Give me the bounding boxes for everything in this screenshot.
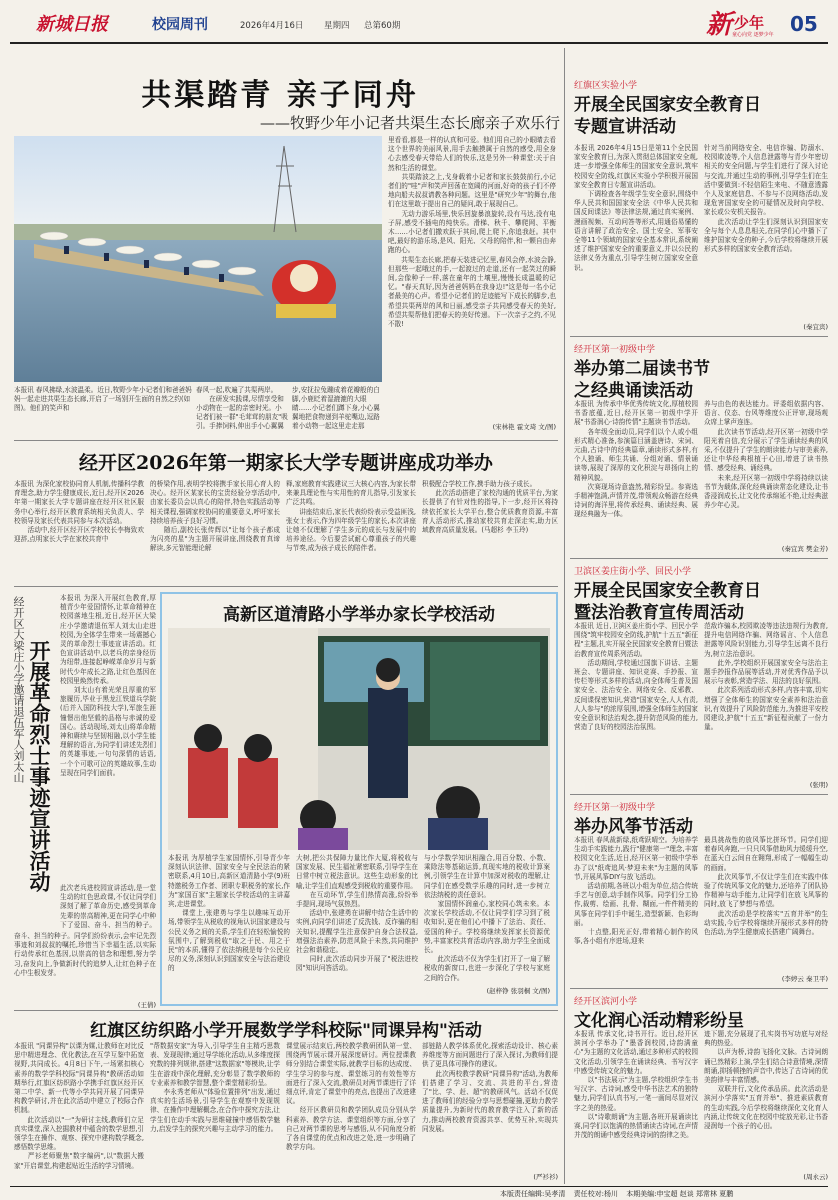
box-title: 高新区道清路小学举办家长学校活动 bbox=[223, 605, 495, 625]
footer-rule bbox=[10, 1186, 828, 1187]
lead-caption: 本报讯 春风拂绿,水波温柔。近日,牧野少年小记者们和爸爸妈妈一起走进共渠生态长廊,开启了一场别开生面的自然之约(如图)。他们的笑声和 bbox=[14, 386, 192, 412]
footer-editor: 本版责任编辑:吴孝清 bbox=[500, 1190, 566, 1198]
masthead-date: 2026年4月16日 bbox=[240, 21, 304, 31]
masthead bbox=[0, 0, 838, 42]
r2-col1: 本报讯 为传承中华优秀传统文化,厚植校园书香底蕴,近日,经开区第一初级中学开展"书香润心·诗韵传情"主题读书节活动。 各年级全面动员,同学们以个人或小组形式精心准备,参演篇目涵盖唐诗、宋词、元曲,古诗中的经典篇章,诵读形式多样,有个人独诵、师生共诵、分组对诵、情景诵读等,展现了深厚的文化积淀与昂扬向上的精神风貌。 次赛现场诗意盎然,精彩纷呈。参赛选手精神饱满,声情并茂,带领观众畅游在经典诗词的海洋里,将传承经典、诵读经典、展现经典融为一体。 bbox=[574, 400, 698, 519]
lead-col3: 步,安抚拉兔蹦成着花瓣般的白脚,小鹿眨着湿漉漉的大眼睛……小记者们蹲下身,小心翼翼地把食物递到羊驼嘴边,逗路着小动物一起这里走走那 bbox=[292, 386, 380, 430]
box-col1: 本报讯 为厚植学生家国情怀,引导青少年深刻认识法律、国家安全与全民法治的紧密联系,4月10日,高新区道清路小学(9)班特邀税务工作者、团职专职税务的家长,作为"家国百家"主题家长学校活动的主讲嘉宾,走进课堂。 课堂上,张建勇与学生以趣味互动开场,带领学生从税收的视角认识国家建设与公民义务之间的关系,学生们在轻松愉悦的氛围中,了解到税收"取之于民、用之于民"的本质,懂得了依法纳税是每个公民应尽的义务,深刻认识到国家安全与法治建设的 bbox=[168, 854, 290, 973]
lead-col2: 春风一起,吹遍了共渠两岸。 在研发实践课,尽情享受和小动物在一起的亲密时光。小记者们被一群"毛茸茸的朋友"吸引。手捧饲料,伸出手小心翼翼 bbox=[196, 386, 288, 430]
r-divider-4 bbox=[570, 988, 828, 989]
box-byline: (赵梓铮 张羽桐 文/图) bbox=[486, 987, 550, 995]
r1-kicker: 红旗区实验小学 bbox=[574, 81, 638, 91]
r1-title-l2: 专题宣讲活动 bbox=[574, 117, 676, 137]
r2-byline: (秦宜宾 樊金芳) bbox=[781, 545, 828, 553]
r5-title: 文化润心活动精彩纷呈 bbox=[574, 1011, 744, 1031]
r4-col2: 最具挑战性的放风筝比拼环节。同学们迎着春风奔跑,一只只风筝借助风力缓缓升空,在蓝天白云间自在翱翔,形成了一幅幅生动的画面。 此次风筝节,不仅让学生们在实践中体验了传统风筝文化的魅力,还培养了团队协作精神与动手能力,让同学们在放飞风筝的同时,放飞了梦想与希望。 此次活动是学校落实"五育并举"的生动实践,今后学校将继续开展形式多样的特色活动,为学生健康成长搭建广阔舞台。 bbox=[704, 836, 828, 937]
univ-col4: 积极配合学校工作,携手助力孩子成长。 此次活动搭建了家校沟通的优质平台,为家长提供了有针对性的指导,下一步,经开区将持续依托家长大学平台,整合优质教育资源,丰富育人活动形式,推动家校共育走深走实,助力区域教育高质量发展。(马超杉 李玉玲) bbox=[422, 480, 558, 535]
right-logo-slogan: 童心向党 逐梦少年 bbox=[732, 32, 774, 38]
r2-col2: 养与由色的表达能力。评委组依据内容、语言、仪态、台风等维度公正评审,现场观众席上掌声连连。 此次读书节活动,经开区第一初级中学阳光着自信,充分展示了学生诵读经典的风采,不仅提升了学生的朗读能力与审美素养,还让中华经典根植于心田,增进了读书热情、感受经典、诵经典。 未来,经开区第一初级中学将持续以读书节为载体,深化经典诵读常态化建设,让书香浸润成长,让文化传承绵延不绝,让经典滋养少年心灵。 bbox=[704, 400, 828, 510]
r5-kicker: 经开区滨河小学 bbox=[574, 997, 638, 1007]
r2-kicker: 经开区第一初级中学 bbox=[574, 345, 656, 355]
paper-logo: 新城日报 bbox=[36, 14, 108, 35]
r5-col2: 迹下题,充分展现了孔实岗书写功底与对经典的热爱。 以声为桥,诗韵飞扬化文脉。古诗词朗诵已然精彩上演,学生们结合诗意情境,深情朗诵,抑扬顿挫的声音中,传达了古诗词的优美韵律与丰富情感。 双联并行,文化传承品质。此次活动是滨河小学落实"五育并举"、推进素质教育的生动实践,今后学校将继续深化文化育人内涵,让传统文化在校园中绽放光彩,让书香浸润每一个孩子的心田。 bbox=[704, 1030, 828, 1131]
r-divider-3 bbox=[570, 794, 828, 795]
side-col2: 此次老兵进校园宣讲活动,是一堂生动的红色思政课,不仅让同学们深刻了解了革命历史,感受到革命先辈的崇高精神,更在同学心中种下了爱国、奋斗、担当的种子。 bbox=[60, 884, 156, 928]
lead-byline: (宋林艳 霍文琦 文/图) bbox=[492, 423, 556, 431]
riverside-boat-photo bbox=[14, 136, 382, 382]
r2-title-l2: 之经典诵读活动 bbox=[574, 381, 693, 401]
bottom-byline: (严衫衫) bbox=[533, 1173, 558, 1181]
box-col3: 与小学数学知识相融合,用百分数、小数、乘除法等基础运算,真现实地的税收计算案例,引领学生在计算中加深对税收的理解,让同学们在感受数学乐趣的同时,进一步树立依法纳税的责任意识。 家国情怀润童心,家校同心筑未来。本次家长学校活动,不仅让同学们学习到了税收知识,更在他们心中播下了法治、责任、爱国的种子。学校将继续发挥家长资源优势,丰富家校共育活动内容,助力学生全面成长。 此次活动不仅为学生们打开了一扇了解税收的新窗口,也进一步深化了学校与家庭之间的合作。 bbox=[424, 854, 550, 982]
side-kicker: 经开区大梁庄小学邀请退伍军人刘太山 bbox=[12, 596, 25, 783]
side-title: 开展革命烈士事迹宣讲活动 bbox=[27, 640, 52, 892]
side-col3: 奋斗、担当的种子。同学们纷纷表示,会牢记先烈事迹和刘叔叔的嘱托,珍惜当下幸福生活,以实际行动传承红色基因,以崇高的信念和理想,努力学习,奋发向上,争做新时代的追梦人,让红色种子在心中生根发芽。 bbox=[14, 932, 156, 977]
page-number: 05 bbox=[790, 12, 818, 36]
bottom-col1: 本报讯 "同课异构"以课为媒,让教师在对比反思中精进理念、优化教法,在互学互鉴中拓宽视野,共同成长。4月8日下午,一场紧扣核心素养的数学学科校际"同课异构"教研活动如期举行,红旗区纺织路小学携手红旗区经开区第二中学、新一代等小学共同开展了同课异构教学研讨,并在此次活动中建立了校际合作机制。 此次活动以"一"为研讨主线,教师们立足真实课堂,深入挖掘教材中蕴含的数学思想,引领学生在操作、观察、探究中建构数学概念,感悟数学思维。 严衫老师聚焦"数字编码",以"数据大搬家"开启课堂,构建起贴近生活的学习情境。 bbox=[14, 1042, 144, 1170]
r4-title: 举办风筝节活动 bbox=[574, 817, 693, 837]
divider-a bbox=[14, 440, 558, 441]
r2-title-l1: 举办第二届读书节 bbox=[574, 359, 710, 379]
r-divider-1 bbox=[570, 336, 828, 337]
r4-kicker: 经开区第一初级中学 bbox=[574, 803, 656, 813]
masthead-issue: 总第60期 bbox=[364, 21, 401, 31]
r1-col1: 本报讯 2026年4月15日是第11个全民国家安全教育日,为深入贯彻总体国家安全观,进一步增强全体师生的国家安全意识,筑牢校园安全防线,红旗区实验小学积极开展国家安全教育日专题宣讲活动。 下调检查各年级学生安全意识,围绕中华人民共和国国家安全法《中华人民共和国反间谍法》等法律法规,通过真实案例、漫画视频、互动问答等形式,用通俗易懂的语言讲解了政治安全、国土安全、军事安全等11个领域的国家安全基本常识,系统阐述了维护国家安全的重要意义,并以公民的法律义务为重点,引导学生树立国家安全意识。 bbox=[574, 144, 698, 272]
r3-byline: (张明) bbox=[809, 781, 828, 789]
r4-col1: 本报讯 春风裁新绿,纸鸢跃晴空。为培养学生动手实践能力,践行"健康第一"理念,丰富校园文化生活,近日,经开区第一初级中学举办了以"纸鸢追风·梦迎未来"为主题的风筝节,开展风筝DIY与放飞活动。 活动前期,各班以小组为单位,结合传统手艺与创意,动手制作风筝。同学们分工协作,裁剪、绘画、扎骨、糊面,一件件精美的风筝在同学们手中诞生,造型新颖、色彩绚丽。 十点整,阳光正好,带着精心制作的风筝,各小组有序进场,迎来 bbox=[574, 836, 698, 946]
masthead-rule bbox=[10, 42, 828, 44]
r1-byline: (秦宜宾) bbox=[803, 323, 828, 331]
right-column-divider bbox=[564, 48, 565, 1184]
lead-subtitle: ——牧野少年小记者共渠生态长廊亲子欢乐行 bbox=[259, 114, 560, 132]
side-col1: 本报讯 为深入开展红色教育,厚植青少年爱国情怀,让革命精神在校园落地生根,近日,经开区大梁庄小学邀请退伍军人刘太山走进校园,为全体学生带来一场震撼心灵的革命烈士事迹宣讲活动。红色宣讲活动中,以老兵的亲身经历为纽带,连接起峥嵘革命岁月与新时代少年成长之路,让红色基因在校园里焕然传承。 刘太山有着光荣且厚重的军旅履历,毕业于黑龙江铁道兵学院(后并入国防科技大学),军旅生涯憧憬出他坚毅的品格与赤诚的爱国心。活动现场,刘太山将革命精神和赓续与坚韧相融,以小学生能理解的语言,为同学们讲述先烈们的英雄事迹,一句句深情的话语,一个个可歌可泣的英雄故事,生动呈现在同学们面前。 bbox=[60, 594, 156, 777]
footer-art: 本期美编:申宝超 赵谈 郑常林 夏鹏 bbox=[626, 1190, 734, 1198]
bottom-col4: 部链路人教学体系优化,探索活动设计、核心素养维度等方面问题进行了深入探讨,为教师们提供了更具体可操作的建议。 此次两校教学教研"同课异构"活动,为教师们搭建了学习、交流、共进的平台,营造了"比、学、赶、超"的教研风气。活动不仅促进了教师们的经验分享与思想碰撞,更助力教学质量提升,为新时代的教育教学注入了新的活力,推动两校教育资源共享、优势互补,实现共同发展。 bbox=[422, 1042, 558, 1133]
footer-credits bbox=[500, 1189, 830, 1199]
lead-photo bbox=[14, 136, 382, 382]
univ-title: 经开区2026年第一期家长大学专题讲座成功举办 bbox=[79, 452, 493, 474]
bottom-title: 红旗区纺织路小学开展数学学科校际"同课异构"活动 bbox=[90, 1021, 482, 1041]
r3-title-l2: 暨法治教育宣传周活动 bbox=[574, 603, 744, 623]
r5-col1: 本报讯 传承文化,诗书开行。近日,经开区滨河小学举办了"墨香润校园,诗韵满童心"为主题的文化活动,通过多种形式的校园文化活动,引领学生在诵读经典、书写汉字中感受传统文化的魅力。 以"书法展示"为主题,学校组织学生书写汉字、古诗词,感受中华书法艺术的独特魅力,同学们认真书写,一笔一画间尽显对汉字之美的热爱。 以"诗歌朗诵"为主题,各班开展诵读比赛,同学们以饱满的热情诵读古诗词,在声情并茂的朗诵中感受经典诗词的韵律之美。 bbox=[574, 1030, 698, 1140]
r3-col2: 范敌诈骗本,校园欺凌等违法违规行为教育,提升电信网络诈骗、网络谣言、个人信息泄露等风险识别能力,引导学生远离不良行为,树立法治意识。 此外,学校组织开展国家安全与法治主题手抄报作品展等活动,并对优秀作品予以展示与表彰,营造学法、用法的良好氛围。 此次系列活动形式多样,内容丰富,切实增强了全体师生的国家安全素养和法治意识,有效提升了风险防范能力,为推进平安校园建设,护航"十五五"新征程贡献了一份力量。 bbox=[704, 622, 828, 732]
footer-proof: 责任校对:杨川 bbox=[573, 1190, 618, 1198]
classroom-photo bbox=[168, 628, 550, 850]
lead-title: 共渠踏青 亲子同舟 bbox=[141, 78, 419, 113]
right-logo-xin: 新 bbox=[706, 10, 733, 40]
section-title: 校园周刊 bbox=[152, 17, 208, 33]
bottom-col3: 课堂展示结束后,两校教学教研团队第一堂、围绕两节展示课开展深度研讨。两位授课教师分别结合课堂实际,就教学目标的达成度、学生学习的参与度、课堂练习的有效性等方面进行了深入交流,教研员对两节课进行了详细点评,肯定了课堂中的亮点,也提出了改进建议。 经开区教研员和教学团队成员分别从学科素养、教学方法、课堂组织等方面,分享了自己对两节课的思考与感悟,从不同角度分析了各自课堂的优点和改进之处,进一步明确了教学方向。 bbox=[286, 1042, 416, 1152]
r1-title-l1: 开展全民国家安全教育日 bbox=[574, 95, 761, 115]
lead-col4: 里看看,都是一样的认真和可爱。他们用自己的小眼睛去看这个世界的美丽风景,用手去触摸属于自然的感受,用全身心去感受春天带给人们的快乐,这是另外一种课堂:关于自然和生活的课堂。 共渠踏波之上,戈身载着小记者和家长鼓鼓前行,小记者们的"哇"声和笑声回荡在宽阔的河面,好奇的孩子们不停地向船夫叔叔请教各种问题。这里是"研究少年"的舞台,他们在这里敢于提出自己的疑问,敢于展现自己。 无动力游乐场里,快乐回旋暴浪旋转,设有马达,没有电子屏,感受不插电的纯快乐。滑梯、秋千、攀爬网、平衡木……小记者们撒欢跃于其间,爬上爬下,你追我赶。其中吧,最好的游乐场,是风、阳光、父母的陪伴,和一颗自由奔跑的心。 共渠生态长廊,把春天装进记忆里,春风会停,水波会静,但那些一起哦过的手,一起渡过的走道,还有一起笑过的瞬间,会像种子一样,落在童年的土壤里,慢慢长成温暖的记忆。"春天真好,因为爸爸妈妈在我身边!"这是每一名小记者最美的心声。希望小记者们的足迹能写下成长的脚步,也希望共渠两岸的风和日丽,感受亲子共同感受春天的美好,希望共渠帮他们把春天的美好传递。下一次亲子之约,不见不散! bbox=[388, 136, 556, 329]
masthead-weekday: 星期四 bbox=[324, 21, 350, 31]
right-logo-shaonian: 少年 bbox=[734, 14, 765, 32]
r3-title-l1: 开展全民国家安全教育日 bbox=[574, 581, 761, 601]
r4-byline: (李婷云 秦卫平) bbox=[781, 975, 828, 983]
univ-col2: 的桥梁作用,表明学校将携手家长用心育人的决心。经开区某家长的宝贵经验分享活动中,由家长委员会以真心的陪伴,特色实践活动等相关课程,强调家校协同的重要意义,呼吁家长持续培养孩子良好习惯。 随后,副校长张传辉以"让每个孩子都成为闪亮的星"为主题开展讲座,围绕教育真谛解读,多元智能理论解 bbox=[150, 480, 280, 553]
box-photo bbox=[168, 628, 550, 850]
r1-col2: 针对当前网络安全、电信诈骗、防溺水、校园欺凌等,个人信息泄露等与青少年密切相关的安全问题,与学生们进行了深入讨论与交流,并通过生动的事例,引导学生们在生活中要做到:不轻信陌生来电、不随意透露个人及家庭信息、不参与不良网络活动,发现危害国家安全的可疑情况及时向学校、家长或公安机关报告。 此次活动让学生们深刻认识到国家安全与每个人息息相关,在同学们心中播下了维护国家安全的种子,今后学校将继续开展形式多样的国家安全教育活动。 bbox=[704, 144, 828, 254]
divider-b bbox=[14, 586, 558, 587]
r-divider-2 bbox=[570, 558, 828, 559]
bottom-col2: "帮数据安家"为导入,引导学生自主精巧思数表、发现现律;通过导学练化活动,从多维度探究数的排列规律,搭建"这数据家"等模块,让学生在游戏中深化理解,充分彰显了数学教师的专业素养和教学智慧,整个课堂精彩纷呈。 李永秀老师从"体验位置排列"出发,通过真实的生活场景,引导学生在观察中发现规律、在操作中理解概念,在合作中探究方法,让学生们在动手实践与思维碰撞中感悟数学魅力,启发学生的探究兴趣与主动学习的能力。 bbox=[150, 1042, 280, 1133]
r3-kicker: 卫滨区姜庄街小学、回民小学 bbox=[574, 567, 692, 577]
r5-byline: (周永云) bbox=[803, 1173, 828, 1181]
r3-col1: 本报讯 近日,卫滨区姜庄街小学、回民小学围绕"筑牢校园安全防线,护航"十五五"新征程"主题,扎实开展全民国家安全教育日暨法治教育宣传周系列活动。 活动期间,学校通过国旗下讲话、主题班会、专题讲座、知识竞赛、手抄报、宣传栏等形式多样的活动,向全体师生普及国家安全、法治安全、网络安全、反邪教、反间谍保密知识,营造"国家安全,人人有责,人人参与"的浓厚氛围,增强全体师生的国家安全意识和法治观念,提升防范风险的能力,营造了良好的校园法治氛围。 bbox=[574, 622, 698, 732]
divider-c bbox=[14, 1010, 558, 1011]
univ-col3: 释,家庭教育实践建议三大核心内容,为家长带来兼具理论性与实用性的育儿指导,引发家长广泛共鸣。 讲座结束后,家长代表纷纷表示受益匪浅,张女士表示,作为四年级学生的家长,本次讲座让她不仅理解了学生多元的成长与发展中的培养途径。今后要尝试耐心尊重孩子的兴趣与节奏,成为孩子成长的陪伴者。 bbox=[286, 480, 416, 553]
univ-col1: 本报讯 为深化家校协同育人机制,传播科学教育理念,助力学生健康成长,近日,经开区2026年第一期家长大学专题讲座在经开区社区服务中心举行,经开区教育系统相关负责人、学校领导及家长代表共同参与本次活动。 活动中,经开区经开区学校校长李梅致欢迎辞,点明家长大学在家校共育中 bbox=[14, 480, 144, 544]
side-byline: (王倩) bbox=[137, 1001, 156, 1009]
box-col2: 大树,把公共保障力量比作大厦,将税收与国家发展、民生福祉紧密联系,引导学生在日常中树立税法意识。这些生动形象的比喻,让学生们直观感受到税收的重要作用。 在互动环节,学生们热情高涨,纷纷举手提问,现场气氛热烈。 活动中,张建勇在讲解中结合生活中的实例,向同学们讲述了反洗钱、反诈骗的相关知识,提醒学生注意保护自身合法权益,增强法治素养,防范风险于未然,共同维护社会和谐稳定。 同时,此次活动同步开展了"税法进校园"知识问答活动。 bbox=[296, 854, 418, 973]
